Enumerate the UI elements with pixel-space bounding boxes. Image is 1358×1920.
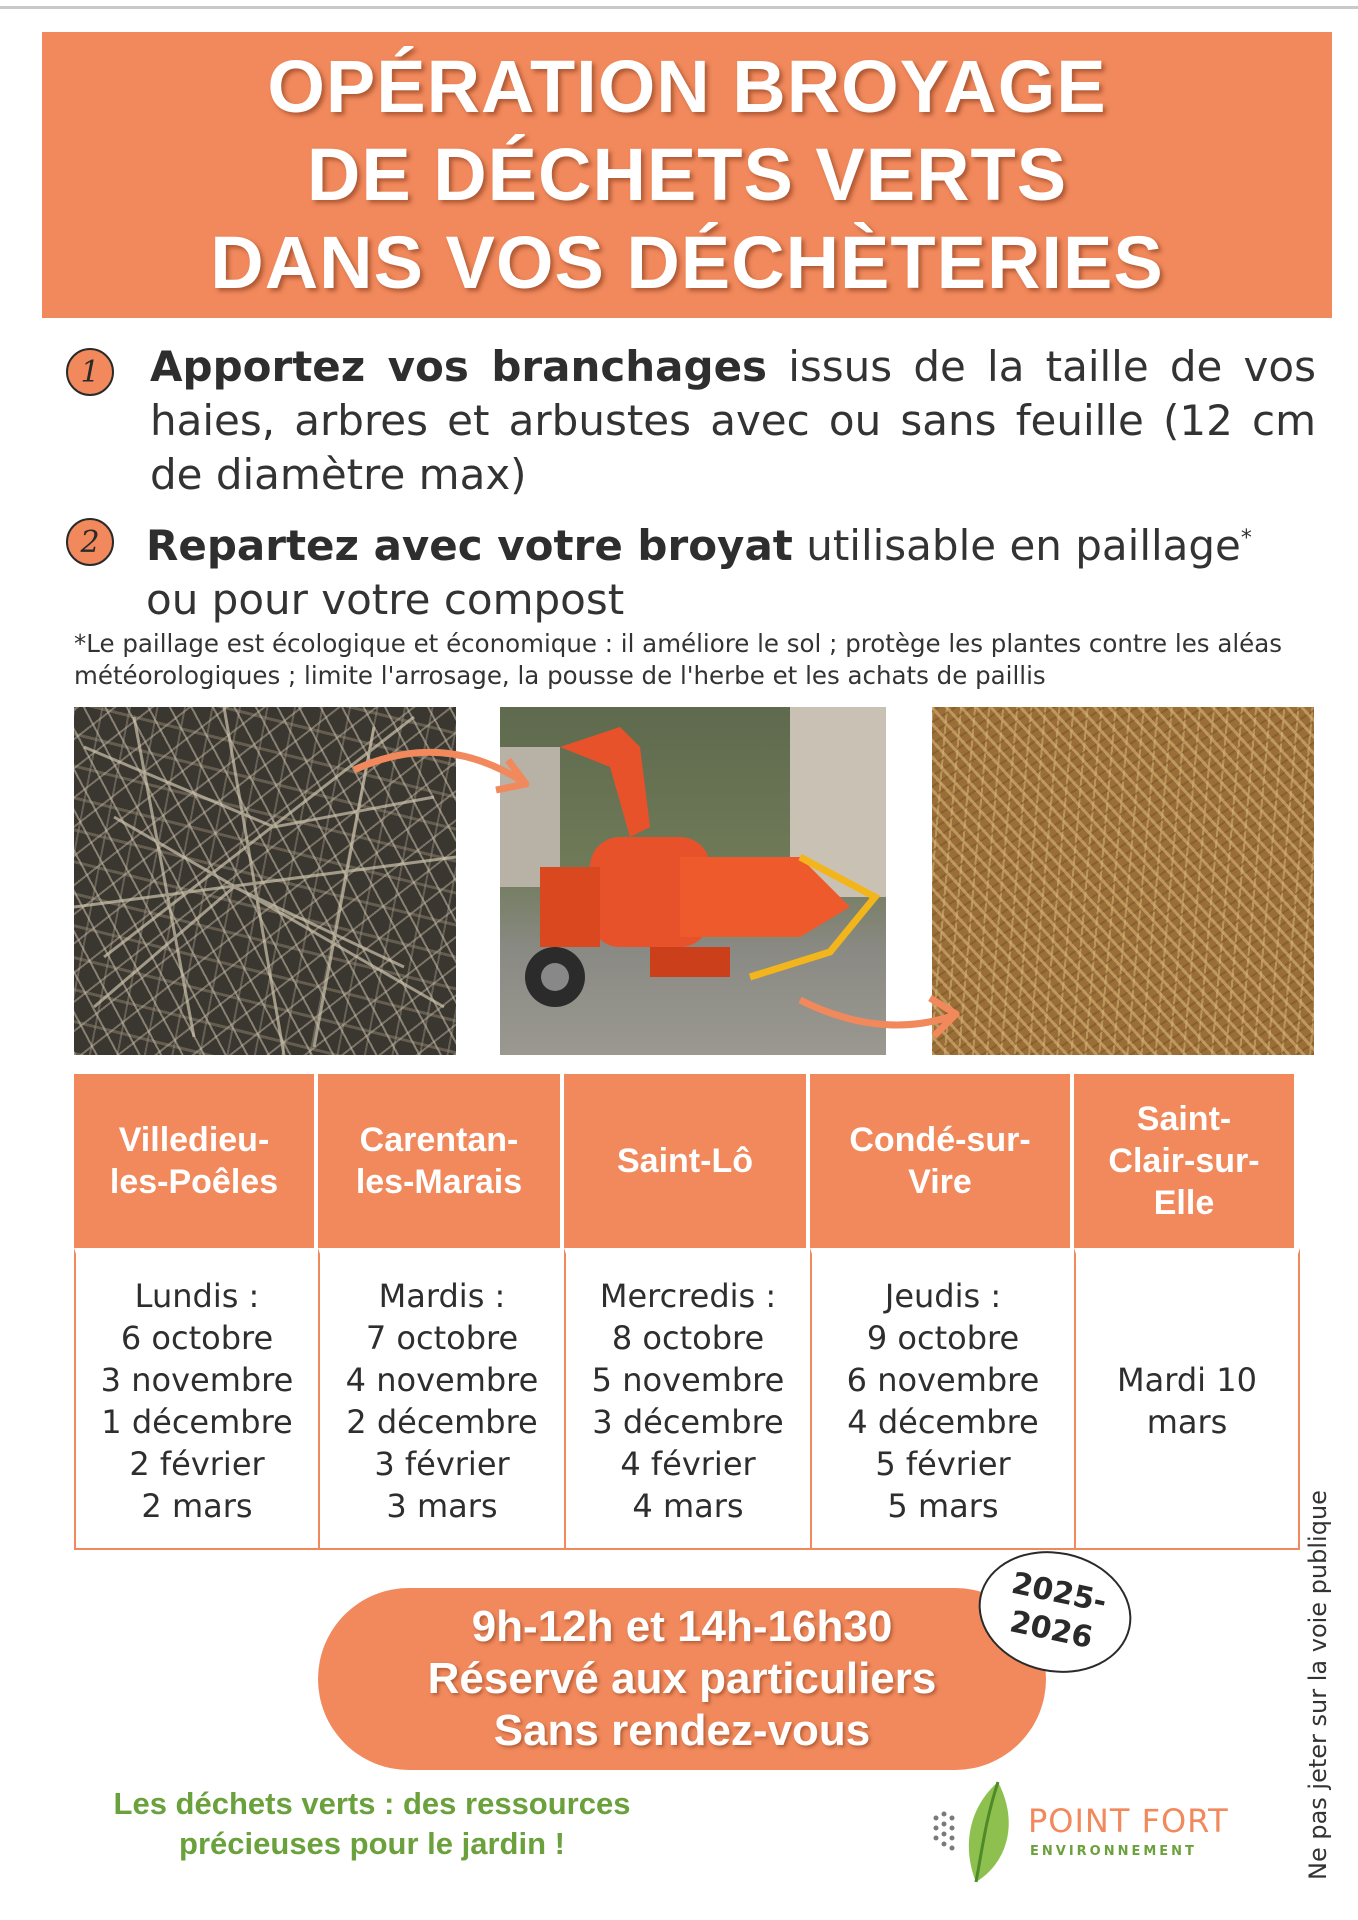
date-line: 4 novembre bbox=[345, 1361, 539, 1399]
point-fort-logo bbox=[928, 1778, 1248, 1888]
title-banner bbox=[42, 32, 1332, 318]
date-line: 2 février bbox=[129, 1445, 265, 1483]
wood-chips-photo bbox=[932, 707, 1314, 1055]
date-line: 5 novembre bbox=[591, 1361, 785, 1399]
table-date-cell bbox=[1074, 1248, 1300, 1550]
table-date-cell bbox=[318, 1248, 566, 1550]
date-line: 5 février bbox=[875, 1445, 1011, 1483]
site-name: Vire bbox=[908, 1163, 972, 1201]
audience-text: Réservé aux particuliers bbox=[427, 1654, 937, 1703]
date-line: 3 décembre bbox=[592, 1403, 784, 1441]
footnote-marker: * bbox=[1240, 526, 1252, 551]
table-header-cell bbox=[74, 1074, 318, 1248]
season-year: 2026 bbox=[1006, 1604, 1096, 1656]
date-line: 8 octobre bbox=[611, 1319, 765, 1357]
page-top-edge bbox=[0, 6, 1358, 9]
table-header-cell bbox=[810, 1074, 1074, 1248]
leaf-icon bbox=[928, 1778, 1024, 1888]
date-line: 4 février bbox=[620, 1445, 756, 1483]
date-line: 4 mars bbox=[632, 1487, 744, 1525]
logo-name: POINT FORT bbox=[1028, 1802, 1229, 1840]
table-date-cell bbox=[564, 1248, 812, 1550]
step-2 bbox=[66, 512, 1316, 627]
branches-photo bbox=[74, 707, 456, 1055]
date-line: 9 octobre bbox=[866, 1319, 1020, 1357]
date-line: 7 octobre bbox=[365, 1319, 519, 1357]
step-1 bbox=[66, 340, 1316, 502]
season-year: 2025- bbox=[1008, 1565, 1110, 1621]
step-body-text: issus de la taille de vos haies, arbres et arbustes avec ou sans feuille (12 cm de diamètre max) bbox=[150, 342, 1316, 499]
slogan-line: Les déchets verts : des ressources bbox=[113, 1786, 631, 1821]
footnote: *Le paillage est écologique et économique : il améliore le sol ; protège les plantes contre les aléas météorologiques ; limite l'arrosage, la pousse de l'herbe et les achats de paillis bbox=[74, 629, 1283, 690]
opening-hours: 9h-12h et 14h-16h30 bbox=[471, 1602, 893, 1651]
date-line: 2 décembre bbox=[346, 1403, 538, 1441]
date-line: Mercredis : bbox=[599, 1277, 777, 1315]
appointment-text: Sans rendez-vous bbox=[493, 1706, 871, 1755]
date-line: 1 décembre bbox=[101, 1403, 293, 1441]
step-number-badge: 2 bbox=[66, 518, 114, 566]
date-line: 3 mars bbox=[386, 1487, 498, 1525]
site-name: Villedieu- bbox=[118, 1121, 270, 1159]
slogan-line: précieuses pour le jardin ! bbox=[179, 1826, 565, 1861]
step-number-badge: 1 bbox=[66, 348, 114, 396]
step-bold-text: Repartez avec votre broyat bbox=[146, 521, 793, 570]
date-line: 5 mars bbox=[887, 1487, 999, 1525]
site-name: les-Marais bbox=[355, 1163, 523, 1201]
site-name: Clair-sur- bbox=[1108, 1142, 1260, 1180]
date-line: 4 décembre bbox=[847, 1403, 1039, 1441]
date-line: Mardi 10 bbox=[1117, 1361, 1257, 1399]
slogan bbox=[92, 1784, 652, 1864]
step-text bbox=[150, 340, 1316, 502]
date-line: 3 février bbox=[374, 1445, 510, 1483]
site-name: Condé-sur- bbox=[849, 1121, 1031, 1159]
title-line: OPÉRATION BROYAGE bbox=[267, 45, 1107, 128]
date-line: 6 novembre bbox=[846, 1361, 1040, 1399]
title-line: DE DÉCHETS VERTS bbox=[306, 133, 1068, 216]
step-bold-text: Apportez vos branchages bbox=[150, 342, 768, 391]
date-line: Mardis : bbox=[378, 1277, 506, 1315]
hours-banner bbox=[318, 1588, 1046, 1770]
date-line: 6 octobre bbox=[120, 1319, 274, 1357]
wood-chipper-photo bbox=[500, 707, 886, 1055]
table-header-cell bbox=[318, 1074, 564, 1248]
table-date-cell bbox=[810, 1248, 1076, 1550]
table-date-cell bbox=[74, 1248, 320, 1550]
date-line: 2 mars bbox=[141, 1487, 253, 1525]
site-name: Saint-Lô bbox=[617, 1142, 753, 1180]
step-text bbox=[146, 512, 1316, 627]
logo-subtitle: ENVIRONNEMENT bbox=[1030, 1844, 1197, 1859]
date-line: Jeudis : bbox=[884, 1277, 1002, 1315]
step-body-text: ou pour votre compost bbox=[146, 575, 625, 624]
site-name: Carentan- bbox=[359, 1121, 519, 1159]
table-header-cell bbox=[564, 1074, 810, 1248]
site-name: Saint- bbox=[1136, 1100, 1232, 1138]
schedule-table bbox=[74, 1074, 1298, 1550]
litter-notice: Ne pas jeter sur la voie publique bbox=[1304, 1490, 1332, 1880]
table-header-cell bbox=[1074, 1074, 1298, 1248]
site-name: Elle bbox=[1153, 1184, 1215, 1222]
date-line: mars bbox=[1146, 1403, 1228, 1441]
date-line: Lundis : bbox=[134, 1277, 260, 1315]
step-body-text: utilisable en paillage bbox=[792, 521, 1241, 570]
site-name: les-Poêles bbox=[109, 1163, 279, 1201]
date-line: 3 novembre bbox=[100, 1361, 294, 1399]
title-line: DANS VOS DÉCHÈTERIES bbox=[210, 221, 1164, 304]
